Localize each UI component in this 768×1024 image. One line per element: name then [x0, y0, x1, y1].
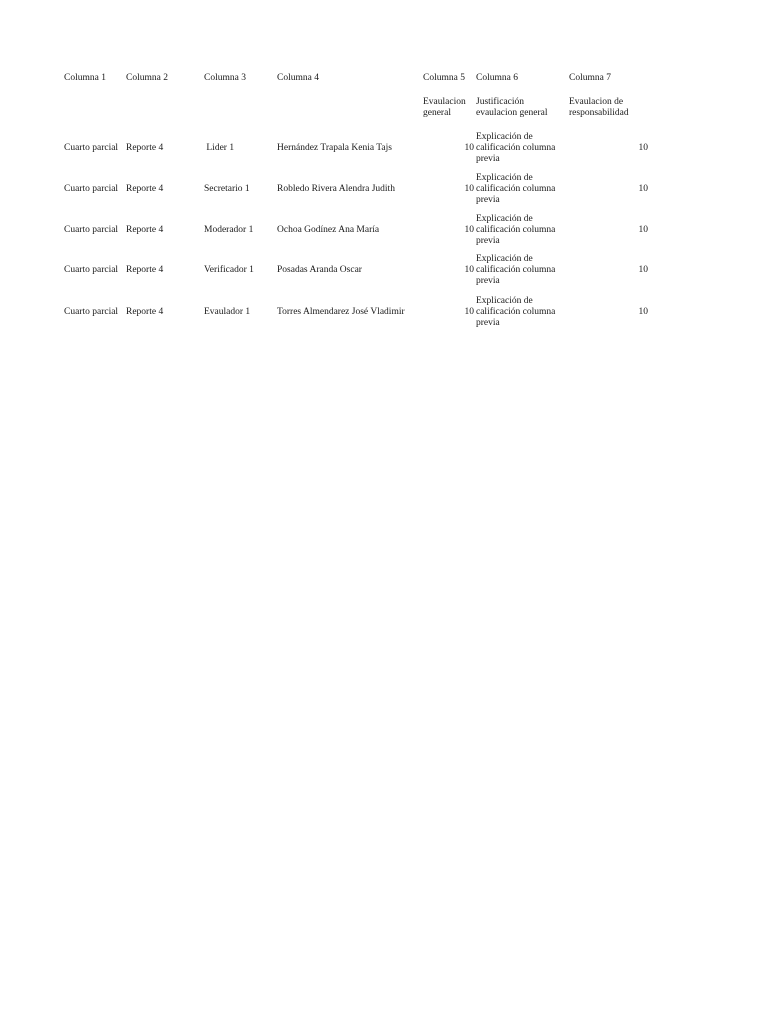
table-cell-r2-c2: Reporte 4 [126, 184, 164, 194]
table-cell-r4-c7: 10 [638, 265, 648, 275]
subheader-col7-line2: responsabilidad [569, 108, 629, 118]
table-cell-r2-c1: Cuarto parcial [64, 184, 119, 194]
table-cell-r4-c3: Verificador 1 [204, 265, 254, 275]
table-cell-r2-c6-line3: previa [476, 195, 500, 205]
table-cell-r3-c7: 10 [638, 225, 648, 235]
table-cell-r4-c5: 10 [464, 265, 474, 275]
table-cell-r4-c2: Reporte 4 [126, 265, 164, 275]
table-cell-r3-c5: 10 [464, 225, 474, 235]
table-cell-r5-c2: Reporte 4 [126, 307, 164, 317]
column-header-3: Columna 3 [204, 73, 246, 83]
table-cell-r3-c1: Cuarto parcial [64, 225, 119, 235]
table-cell-r5-c6-line1: Explicación de [476, 296, 533, 306]
table-cell-r2-c6-line1: Explicación de [476, 173, 533, 183]
table-cell-r5-c1: Cuarto parcial [64, 307, 119, 317]
table-cell-r1-c7: 10 [638, 143, 648, 153]
table-cell-r1-c2: Reporte 4 [126, 143, 164, 153]
table-cell-r1-c5: 10 [464, 143, 474, 153]
table-cell-r5-c7: 10 [638, 307, 648, 317]
table-cell-r1-c1: Cuarto parcial [64, 143, 119, 153]
table-cell-r5-c4: Torres Almendarez José Vladimir [277, 307, 405, 317]
table-cell-r4-c6-line3: previa [476, 276, 500, 286]
subheader-col5-line2: general [423, 108, 451, 118]
table-cell-r3-c3: Moderador 1 [204, 225, 254, 235]
table-cell-r2-c3: Secretario 1 [204, 184, 250, 194]
table-cell-r4-c1: Cuarto parcial [64, 265, 119, 275]
table-cell-r2-c7: 10 [638, 184, 648, 194]
table-cell-r4-c4: Posadas Aranda Oscar [277, 265, 362, 275]
subheader-col7-line1: Evaulacion de [569, 97, 624, 107]
table-cell-r4-c6-line2: calificación columna [476, 265, 556, 275]
table-cell-r5-c6-line3: previa [476, 318, 500, 328]
table-cell-r1-c6-line3: previa [476, 154, 500, 164]
column-header-6: Columna 6 [476, 73, 518, 83]
table-cell-r2-c6-line2: calificación columna [476, 184, 556, 194]
subheader-col5-line1: Evaulacion [423, 97, 466, 107]
subheader-col6-line1: Justificación [476, 97, 525, 107]
table-cell-r1-c3: Lider 1 [204, 143, 235, 153]
table-cell-r3-c2: Reporte 4 [126, 225, 164, 235]
table-cell-r1-c6-line1: Explicación de [476, 132, 533, 142]
table-cell-r3-c6-line2: calificación columna [476, 225, 556, 235]
column-header-2: Columna 2 [126, 73, 168, 83]
table-cell-r5-c6-line2: calificación columna [476, 307, 556, 317]
column-header-5: Columna 5 [423, 73, 465, 83]
table-cell-r5-c5: 10 [464, 307, 474, 317]
column-header-4: Columna 4 [277, 73, 319, 83]
table-cell-r3-c6-line1: Explicación de [476, 214, 533, 224]
table-cell-r5-c3: Evaulador 1 [204, 307, 251, 317]
table-cell-r4-c6-line1: Explicación de [476, 254, 533, 264]
column-header-1: Columna 1 [64, 73, 106, 83]
table-cell-r2-c5: 10 [464, 184, 474, 194]
table-cell-r1-c4: Hernández Trapala Kenia Tajs [277, 143, 392, 153]
table-cell-r2-c4: Robledo Rivera Alendra Judith [277, 184, 395, 194]
table-cell-r1-c6-line2: calificación columna [476, 143, 556, 153]
column-header-7: Columna 7 [569, 73, 611, 83]
table-cell-r3-c6-line3: previa [476, 236, 500, 246]
subheader-col6-line2: evaulacion general [476, 108, 548, 118]
table-cell-r3-c4: Ochoa Godínez Ana María [277, 225, 380, 235]
